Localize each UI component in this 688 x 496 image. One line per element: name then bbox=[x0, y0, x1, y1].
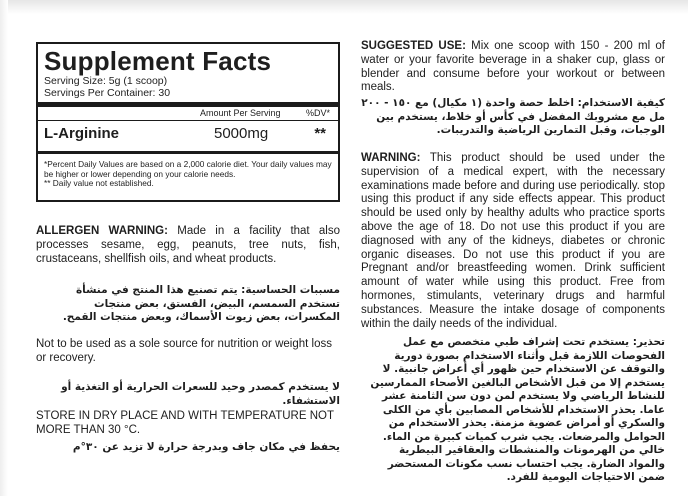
warning-label: WARNING: bbox=[361, 152, 421, 164]
allergen-warning-arabic: مسببات الحساسية: يتم تصنيع هذا المنتج في منشأة تستخدم السمسم، البيض، الفستق، بعض منتجات المكسرات، بعض زيوت الأسماك، وبعض منتجات القمح. bbox=[62, 284, 340, 323]
suggested-use bbox=[361, 40, 665, 95]
ingredient-name: L-Arginine bbox=[44, 125, 119, 142]
ingredient-dv: ** bbox=[314, 125, 326, 142]
ingredient-amount: 5000mg bbox=[214, 125, 269, 142]
top-edge-shading bbox=[0, 0, 688, 14]
facts-title: Supplement Facts bbox=[44, 46, 272, 76]
sole-source-notice: Not to be used as a sole source for nutrition or weight loss or recovery. bbox=[36, 338, 332, 364]
facts-column-header bbox=[44, 107, 332, 120]
suggested-use-arabic: كيفية الاستخدام: اخلط حصة واحدة (١ مكيال) مع ١٥٠ - ٢٠٠ مل مع مشروبك المفضل في كأس أو خلاط، يستخدم بين الوجبات، وقبل التمارين الرياضية والتدريبات. bbox=[361, 97, 665, 136]
storage-instructions: STORE IN DRY PLACE AND WITH TEMPERATURE NOT MORE THAN 30 °C. bbox=[36, 410, 334, 436]
amount-per-serving-header: Amount Per Serving bbox=[200, 108, 281, 118]
supplement-facts-panel bbox=[36, 42, 340, 202]
allergen-warning-text: Made in a facility that also processes sesame, egg, peanuts, tree nuts, fish, crustaceans, shellfish oils, and wheat products. bbox=[36, 225, 341, 265]
daily-value-header: %DV* bbox=[305, 108, 330, 118]
facts-footnote-not-established: ** Daily value not established. bbox=[44, 178, 154, 188]
servings-per-container: Servings Per Container: 30 bbox=[44, 87, 171, 99]
allergen-warning bbox=[36, 225, 340, 266]
ingredient-row bbox=[44, 121, 332, 145]
warning bbox=[361, 152, 665, 331]
facts-divider-bottom bbox=[38, 151, 338, 154]
suggested-use-text: Mix one scoop with 150 - 200 ml of water or your favorite beverage in a shaker cup, glass or blender and consume before your workout or between meals. bbox=[361, 40, 665, 94]
suggested-use-label: SUGGESTED USE: bbox=[361, 40, 466, 52]
warning-text: This product should be used under the supervision of a medical expert, with the necessary examinations made before and during use periodically. stop using this product if any side effects appear. This product should be used only by healthy adults who practice sports above the age of 18. Do not use this product if you are diagnosed with any of the kidneys, diabetes or chronic organic diseases. Do not use this product if you are Pregnant and/or breastfeeding women. Drink sufficient amount of water while using this product. Free from hormones, stimulants, veterinary drugs and harmful substances. Measure the intake dosage of components within the daily needs of the individual. bbox=[361, 152, 665, 330]
sole-source-notice-arabic: لا يستخدم كمصدر وحيد للسعرات الحرارية أو التغذية أو الاستشفاء. bbox=[61, 381, 340, 407]
storage-instructions-arabic: يحفظ في مكان جاف وبدرجة حرارة لا تزيد عن ٣٠°م bbox=[72, 441, 340, 453]
allergen-warning-label: ALLERGEN WARNING: bbox=[36, 225, 168, 237]
left-edge-shading bbox=[0, 0, 8, 496]
serving-size: Serving Size: 5g (1 scoop) bbox=[44, 75, 168, 87]
warning-arabic: تحذير: يستخدم تحت إشراف طبي متخصص مع عمل الفحوصات اللازمة قبل وأثناء الاستخدام بصورة دورية والتوقف عن الاستخدام حين ظهور أي أعراض جانبية. لا يستخدم إلا من قبل الأشخاص البالغين الأصحاء الممارسين للنشاط الرياضي ولا يستخدم لمن دون سن الثامنة عشر عاما. يحذر الاستخدام للأشخاص المصابين بأي من الكلى والسكري أو أمراض عضوية مزمنة. يحذر الاستخدام من الحوامل والمرضعات. يجب شرب كميات كبيرة من الماء. خالي من الهرمونات والمنشطات والعقاقير البيطرية والمواد الضارة. يجب احتساب نسب مكونات المستحضر ضمن الاحتياجات اليومية للفرد. bbox=[370, 336, 665, 483]
facts-footnote-dv: *Percent Daily Values are based on a 2,000 calorie diet. Your daily values may be higher or lower depending on your calorie needs. bbox=[44, 159, 332, 179]
